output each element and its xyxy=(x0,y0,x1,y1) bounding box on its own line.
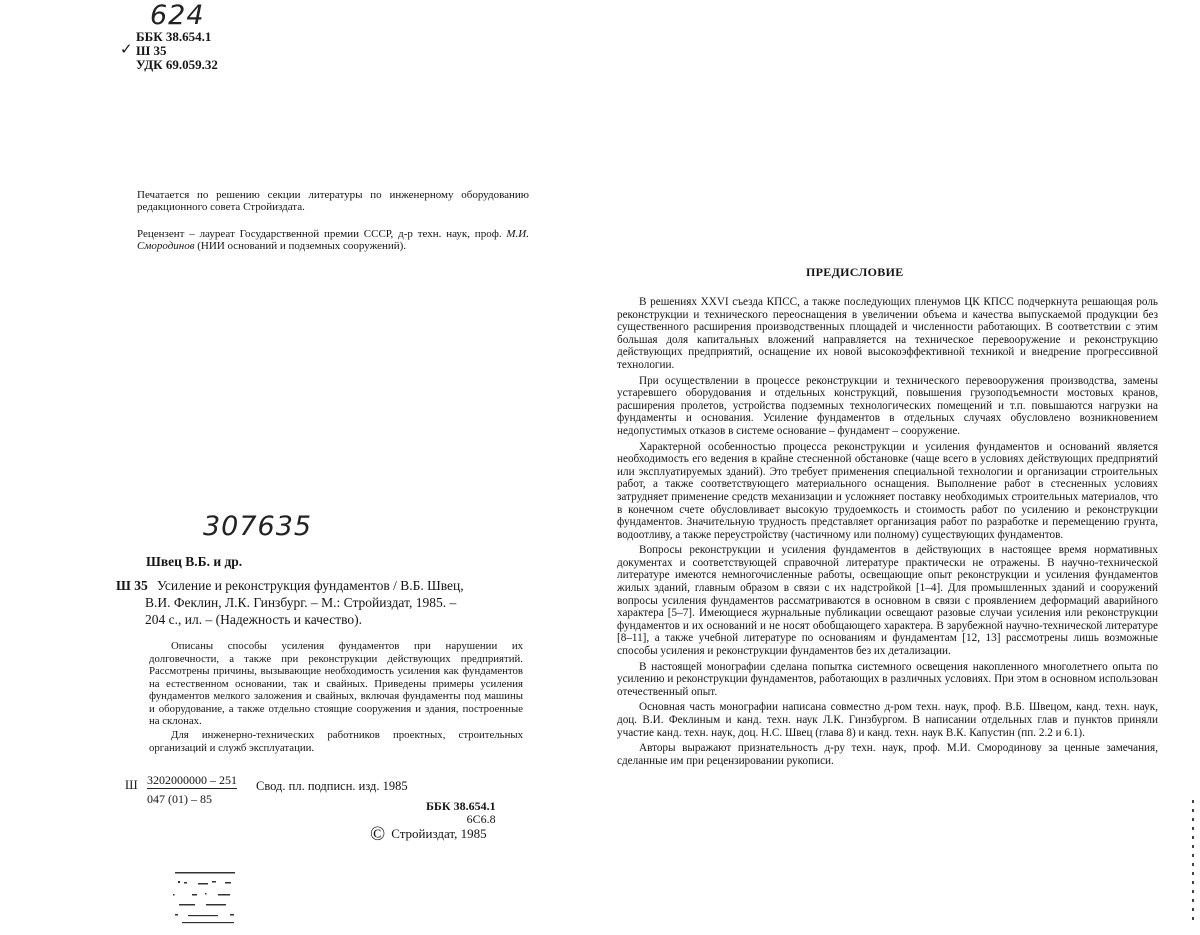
printing-decision: Печатается по решению секции литературы по инженерному оборудованию редакционного совета Стройиздата. xyxy=(137,189,529,214)
reviewer-prefix: Рецензент – лауреат Государственной премии СССР, д-р техн. наук, проф. xyxy=(137,228,507,240)
library-stamp-icon xyxy=(170,870,252,925)
bbk-code: ББК 38.654.1 xyxy=(136,29,212,44)
copyright-text: Стройиздат, 1985 xyxy=(391,826,487,841)
preface-body xyxy=(617,296,1158,767)
bbk-bottom-code: ББК 38.654.1 xyxy=(426,799,496,813)
shifr-code: Ш 35 xyxy=(136,43,167,58)
preface-paragraph: При осуществлении в процессе реконструкции и технического перевооружения производства, замены устаревшего оборудования и отдельных конструкций, повышения грузоподъемности мостовых кранов, расширения пролетов, устройства подземных технологических помещений и т.п. повышаются нагрузки на фундаменты и основания. Усиление фундаментов в отдельных случаях обусловлено возникновением недопустимых отказов в системе основание – фундамент – сооружение. xyxy=(617,374,1158,437)
preface-paragraph: Характерной особенностью процесса реконструкции и усиления фундаментов и оснований является необходимость его ведения в крайне стесненной обстановке (чаще всего в условиях действующих предприятий или эксплуатируемых зданий). Это требует применения специальной технологии и организации строительных работ, а также соответствующего материального оснащения. Выполнение работ в стесненных условиях затрудняет применение средств механизации и усложняет поставку необходимых строительных материалов, что в конечном счете обусловливает высокую трудоемкость и стоимость работ по усилению и реконструкции фундаментов. Значительную трудность представляет организация работ по разработке и перемещению грунта, водоотливу, а также переустройству (частичному или полному) существующих фундаментов. xyxy=(617,440,1158,541)
handwritten-page-number: 624 xyxy=(150,0,205,31)
bbk-bottom-sub: 6С6.8 xyxy=(466,812,496,826)
code-numerator: 3202000000 – 251 xyxy=(147,773,237,787)
reviewer-name: М.И. Смородинов xyxy=(137,228,529,253)
authors-heading: Швец В.Б. и др. xyxy=(146,554,243,569)
handwritten-inventory-number: 307635 xyxy=(203,511,313,542)
reviewer-note xyxy=(137,228,529,253)
code-denominator: 047 (01) – 85 xyxy=(147,792,212,806)
bib-line-authors: В.И. Феклин, Л.К. Гинзбург. – М.: Стройиздат, 1985. – xyxy=(145,595,457,610)
page-edge-mark xyxy=(1192,800,1194,920)
bib-line-series: 204 с., ил. – (Надежность и качество). xyxy=(145,612,363,627)
preface-paragraph: Авторы выражают признательность д-ру техн. наук, проф. М.И. Смородинову за ценные замечания, сделанные им при рецензировании рукописи. xyxy=(617,742,1158,767)
shifr-left: Ш 35 xyxy=(116,578,148,593)
svod-plan: Свод. пл. подписн. изд. 1985 xyxy=(256,779,408,793)
copyright-icon: © xyxy=(370,823,386,845)
code-letter: Ш xyxy=(125,778,138,792)
abstract: Описаны способы усиления фундаментов при нарушении их долговечности, а также при реконструкции действующих предприятий. Рассмотрены причины, вызывающие необходимость усиления как фундаментов на естественном основании, так и свайных. Приведены примеры усиления фундаментов мелкого заложения и свайных, включая фундаменты под машины и оборудование, а также отдельно стоящие сооружения и здания, построенные на склонах. xyxy=(149,640,523,727)
preface-paragraph: Основная часть монографии написана совместно д-ром техн. наук, проф. В.Б. Швецом, канд. техн. наук, доц. В.И. Феклиным и канд. техн. наук Л.К. Гинзбургом. В написании отдельных глав и пунктов приняли участие канд. техн. наук, доц. Н.С. Швец (глава 8) и канд. техн. наук В.К. Капустин (пп. 2.2 и 6.1). xyxy=(617,701,1158,739)
preface-heading: ПРЕДИСЛОВИЕ xyxy=(806,265,904,279)
preface-paragraph: В решениях XXVI съезда КПСС, а также последующих пленумов ЦК КПСС подчеркнута решающая роль реконструкции и технического переоснащения в увеличении объема и качества выпускаемой продукции без существенного расширения производственных площадей и численности работающих. В соответствии с этим большая доля капитальных вложений направляется на техническое перевооружение и реконструкцию действующих предприятий, оснащение их новой высокоэффективной техникой и внедрение прогрессивной технологии. xyxy=(617,296,1158,371)
preface-paragraph: Вопросы реконструкции и усиления фундаментов в действующих в настоящее время нормативных документах и соответствующей справочной литературе практически не отражены. В научно-технической литературе имеются немногочисленные работы, освещающие опыт реконструкции и усиления фундаментов жилых зданий, главным образом в связи с их надстройкой [1–4]. Для промышленных зданий и сооружений вопросы усиления фундаментов рассматриваются в основном в связи с проявлением деформаций аварийного характера [5–7]. Имеющиеся журнальные публикации освещают разовые случаи усиления или реконструкции фундаментов и их оснований и не носят обобщающего характера. В зарубежной научно-технической литературе [8–11], а также учебной литературе по основаниям и фундаментам [12, 13] рассмотрены лишь возможные способы усиления и реконструкции фундаментов без их детализации. xyxy=(617,544,1158,658)
publication-code xyxy=(147,773,237,806)
reviewer-affiliation: (НИИ оснований и подземных сооружений). xyxy=(194,240,407,253)
bibliographic-record xyxy=(145,577,537,628)
copyright-line xyxy=(370,823,487,846)
udk-code: УДК 69.059.32 xyxy=(136,57,218,72)
preface-paragraph: В настоящей монографии сделана попытка системного освещения накопленного многолетнего опыта по усилению и реконструкции фундаментов, работающих в различных условиях. При этом в основном использован отечественный опыт. xyxy=(617,660,1158,698)
catalog-header xyxy=(120,30,218,72)
check-mark-icon: ✓ xyxy=(120,42,133,58)
audience-note: Для инженерно-технических работников проектных, строительных организаций и служб эксплуатации. xyxy=(149,729,523,754)
bib-line-title: Усиление и реконструкция фундаментов / В.Б. Швец, xyxy=(157,578,464,593)
